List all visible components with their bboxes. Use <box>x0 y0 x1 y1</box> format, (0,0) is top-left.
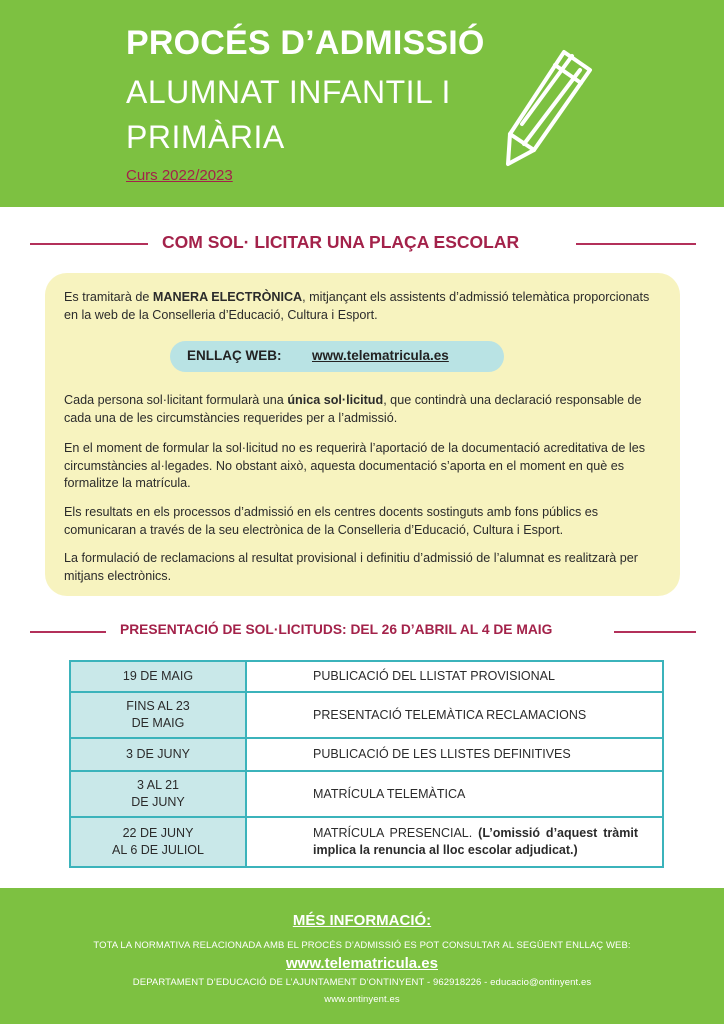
footer-contact-text: DEPARTAMENT D’EDUCACIÓ DE L’AJUNTAMENT D’ONTINYENT - 962918226 - educacio@ontinyent.es <box>132 977 592 988</box>
section-heading-text: PRESENTACIÓ DE SOL·LICITUDS: DEL 26 D’ABRIL AL 4 DE MAIG <box>120 622 553 637</box>
info-paragraph-4: Els resultats en els processos d’admissió en els centres docents sostinguts amb fons públics es comunicaran a través de la seu electrònica de la Conselleria d’Educació, Cultura i Esport. <box>64 505 599 537</box>
section-heading-dates <box>0 620 724 644</box>
web-link-pill[interactable] <box>170 341 504 372</box>
schedule-date: 3 DE JUNY <box>70 738 246 771</box>
info-paragraph-3: En el moment de formular la sol·licitud no es requerirà l’aportació de la documentació acreditativa de les circumstàncies al·legades. No obstant això, aquesta documentació s’aporta en el moment en què es formalitze la matrícula. <box>64 441 646 490</box>
section-heading-text: COM SOL· LICITAR UNA PLAÇA ESCOLAR <box>162 232 520 252</box>
schedule-note: (L’omissió d’aquest tràmit implica la renuncia al lloc escolar adjudicat.) <box>313 826 638 857</box>
table-row <box>70 817 663 867</box>
section-heading-request <box>0 232 724 256</box>
table-row <box>70 738 663 771</box>
info-paragraph-2: Cada persona sol·licitant formularà una única sol·licitud, que contindrà una declaració responsable de cada una de les circumstàncies requerides per a l’admissió. <box>64 393 642 425</box>
web-link-label: ENLLAÇ WEB: <box>187 348 282 363</box>
schedule-date: 22 DE JUNY AL 6 DE JULIOL <box>70 817 246 867</box>
schedule-table <box>69 660 664 868</box>
info-paragraph-1: Es tramitarà de MANERA ELECTRÒNICA, mitjançant els assistents d’admissió telemàtica proporcionats en la web de la Conselleria d’Educació, Cultura i Esport. <box>64 290 650 322</box>
table-row <box>70 661 663 692</box>
table-row <box>70 692 663 738</box>
footer-web-link[interactable]: www.telematricula.es <box>285 955 438 972</box>
web-link-url[interactable]: www.telematricula.es <box>312 348 449 363</box>
page-subtitle-line1: ALUMNAT INFANTIL I <box>126 74 451 110</box>
header-banner <box>0 0 724 207</box>
course-year: Curs 2022/2023 <box>126 167 233 184</box>
heading-rule-right <box>614 631 696 633</box>
schedule-date: 3 AL 21 DE JUNY <box>70 771 246 817</box>
table-row <box>70 771 663 817</box>
schedule-description: MATRÍCULA PRESENCIAL. (L’omissió d’aquest tràmit implica la renuncia al lloc escolar adjudicat.) <box>246 817 663 867</box>
page-title: PROCÉS D’ADMISSIÓ <box>126 24 485 62</box>
footer-title: MÉS INFORMACIÓ: <box>292 912 432 929</box>
heading-rule-left <box>30 631 106 633</box>
schedule-description: PUBLICACIÓ DEL LLISTAT PROVISIONAL <box>246 661 663 692</box>
schedule-description: PRESENTACIÓ TELEMÀTICA RECLAMACIONS <box>246 692 663 738</box>
page-subtitle-line2: PRIMÀRIA <box>126 119 285 155</box>
footer-website-link[interactable]: www.ontinyent.es <box>324 994 400 1005</box>
heading-rule-left <box>30 243 148 245</box>
info-paragraph-5: La formulació de reclamacions al resultat provisional i definitiu d’admissió de l’alumnat es realitzarà per mitjans electrònics. <box>64 551 638 583</box>
pencil-icon <box>500 44 600 172</box>
footer-normativa-text: TOTA LA NORMATIVA RELACIONADA AMB EL PROCÉS D’ADMISSIÓ ES POT CONSULTAR AL SEGÜENT ENLLAÇ WEB: <box>93 940 631 951</box>
footer-banner <box>0 888 724 1024</box>
schedule-description: PUBLICACIÓ DE LES LLISTES DEFINITIVES <box>246 738 663 771</box>
heading-rule-right <box>576 243 696 245</box>
schedule-description: MATRÍCULA TELEMÀTICA <box>246 771 663 817</box>
schedule-date: 19 DE MAIG <box>70 661 246 692</box>
schedule-date: FINS AL 23 DE MAIG <box>70 692 246 738</box>
